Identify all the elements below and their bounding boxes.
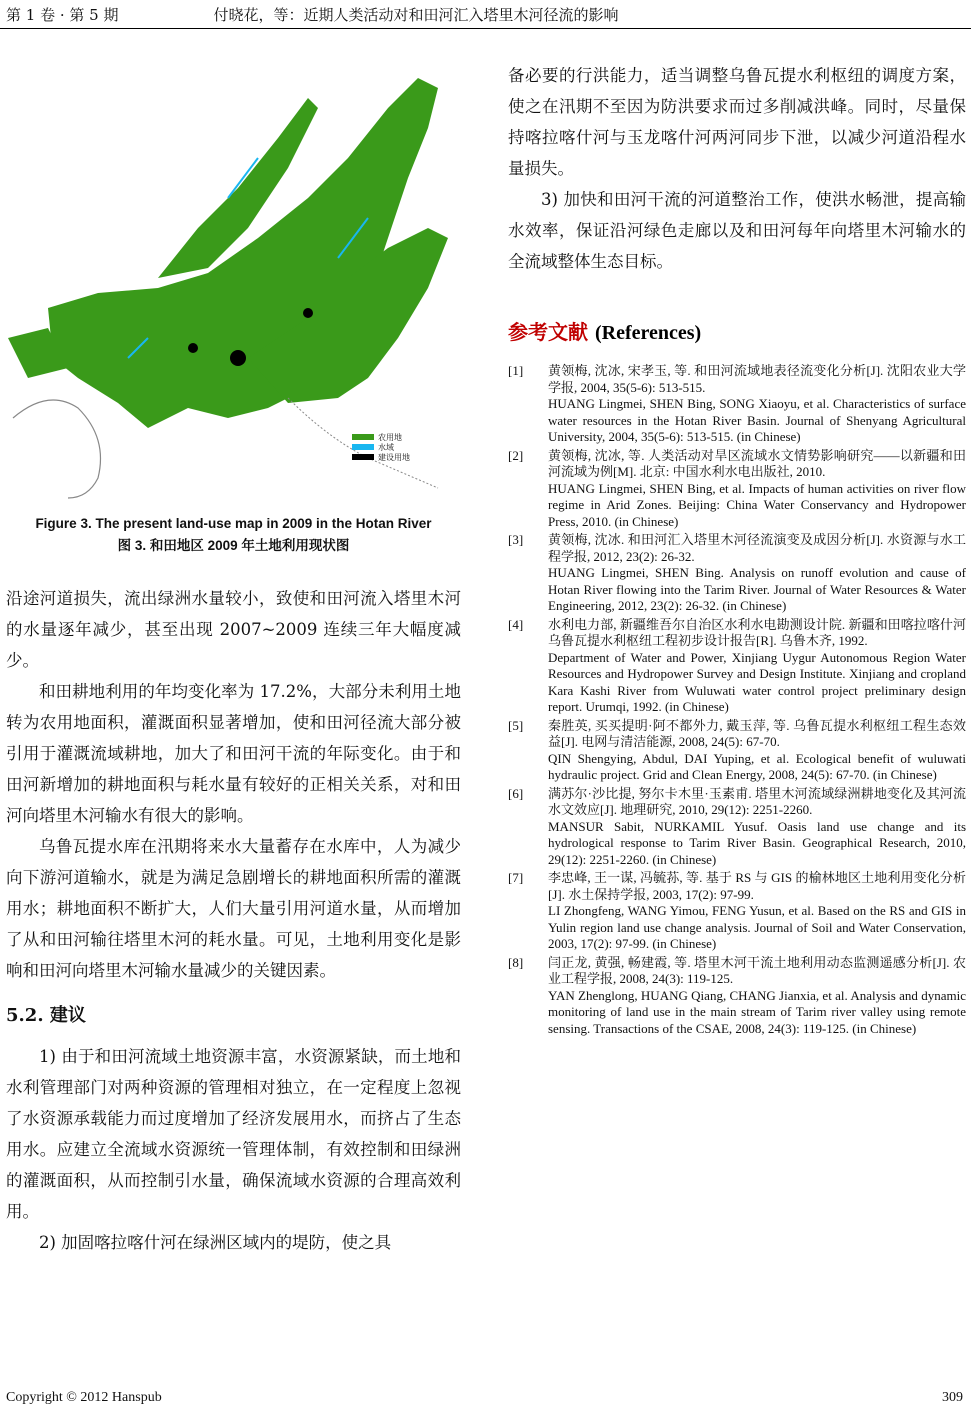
reference-zh: 水利电力部, 新疆维吾尔自治区水利水电勘测设计院. 新疆和田喀拉喀什河乌鲁瓦提水利枢纽工程初步设计报告[R]. 乌鲁木齐, 1992.: [548, 616, 966, 648]
paragraph: 3) 加快和田河干流的河道整治工作，使洪水畅泄，提高输水效率，保证沿河绿色走廊以及和田河每年向塔里木河输水的全流域整体生态目标。: [508, 190, 966, 271]
paragraph: 乌鲁瓦提水库在汛期将来水大量蓄存在水库中，人为减少向下游河道输水，就是为满足急剧增长的耕地面积所需的灌溉用水；耕地面积不断扩大，人们大量引用河道水量，从而增加了从和田河输往塔里木河的耗水量。可见，土地利用变化是影响和田河向塔里木河输水量减少的关键因素。: [6, 837, 461, 980]
legend-swatch: [352, 444, 374, 450]
map-legend: [352, 432, 410, 462]
reference-list: [508, 363, 966, 1037]
reference-item: [508, 363, 966, 446]
page-number: 309: [942, 1390, 963, 1405]
reference-number: [1]: [508, 363, 524, 378]
reference-en: QIN Shengying, Abdul, DAI Yuping, et al. Ecological benefit of wuluwati hydraulic project. Grid and Clean Energy, 2008, 24(5): 67-70. (in Chinese): [548, 750, 966, 782]
reference-zh: 黄领梅, 沈冰, 宋孝玉, 等. 和田河流域地表径流变化分析[J]. 沈阳农业大学学报, 2004, 35(5-6): 513-515.: [548, 363, 966, 395]
paragraph: 备必要的行洪能力，适当调整乌鲁瓦提水利枢纽的调度方案，使之在汛期不至因为防洪要求而过多削减洪峰。同时，尽量保持喀拉喀什河与玉龙喀什河两河同步下泄，以减少河道沿程水量损失。: [508, 66, 966, 178]
reference-en: HUANG Lingmei, SHEN Bing. Analysis on runoff evolution and cause of Hotan River flowing into the Tarim River. Journal of Water Resources & Water Engineering, 2012, 23(2): 26-32. (in Chinese): [548, 565, 966, 613]
reference-number: [4]: [508, 616, 524, 632]
section-heading: 5.2. 建议: [6, 1005, 86, 1026]
copyright: Copyright © 2012 Hanspub: [6, 1390, 162, 1405]
reference-item: [508, 532, 966, 615]
paragraph: 2) 加固喀拉喀什河在绿洲区域内的堤防，使之具: [39, 1233, 392, 1252]
legend-swatch: [352, 434, 374, 440]
legend-label: 农用地: [378, 432, 402, 442]
header-rule: [0, 28, 971, 29]
running-title: 付晓花，等：近期人类活动对和田河汇入塔里木河径流的影响: [213, 6, 619, 24]
reference-item: [508, 448, 966, 531]
references-heading-en: (References): [594, 322, 702, 344]
reference-zh: 李忠峰, 王一谋, 冯毓荪, 等. 基于 RS 与 GIS 的榆林地区土地利用变化分析[J]. 水土保持学报, 2003, 17(2): 97-99.: [548, 870, 966, 902]
references-heading: [508, 317, 966, 349]
reference-number: [5]: [508, 717, 524, 733]
left-column: [6, 583, 461, 1258]
paragraph: 沿途河道损失，流出绿洲水量较小，致使和田河流入塔里木河的水量逐年减少，甚至出现 2007~2009 连续三年大幅度减少。: [6, 589, 461, 670]
reference-en: MANSUR Sabit, NURKAMIL Yusuf. Oasis land use change and its hydrological response to Tarim River Basin. Geographical Research, 2010, 29(12): 2251-2260. (in Chinese): [548, 818, 966, 867]
reference-item: [508, 718, 966, 784]
reference-number: [7]: [508, 870, 524, 885]
figure-caption-en: Figure 3. The present land-use map in 2009 in the Hotan River: [35, 516, 432, 531]
reference-zh: 秦胜英, 买买提明·阿不都外力, 戴玉萍, 等. 乌鲁瓦提水利枢纽工程生态效益[J]. 电网与清洁能源, 2008, 24(5): 67-70.: [548, 717, 966, 749]
reference-item: [508, 617, 966, 716]
reference-en: LI Zhongfeng, WANG Yimou, FENG Yusun, et al. Based on the RS and GIS in Yulin region land use change analysis. Journal of Soil and Water Conservation, 2003, 17(2): 97-99. (in Chinese): [548, 903, 966, 951]
journal-issue: 第 1 卷 · 第 5 期: [6, 6, 119, 24]
right-column: [508, 60, 966, 1039]
legend-label: 水域: [378, 442, 394, 452]
reference-number: [8]: [508, 954, 524, 970]
running-header: [6, 4, 965, 28]
legend-item: [352, 442, 410, 452]
reference-zh: 黄领梅, 沈冰. 和田河汇入塔里木河径流演变及成因分析[J]. 水资源与水工程学报, 2012, 23(2): 26-32.: [548, 532, 966, 564]
reference-number: [2]: [508, 447, 524, 463]
reference-item: [508, 786, 966, 869]
reference-item: [508, 955, 966, 1038]
paragraph: 1) 由于和田河流域土地资源丰富，水资源紧缺，而土地和水利管理部门对两种资源的管理相对独立，在一定程度上忽视了水资源承载能力而过度增加了经济发展用水，而挤占了生态用水。应建立全流域水资源统一管理体制，有效控制和田绿洲的灌溉面积，从而控制引水量，确保流域水资源的合理高效利用。: [6, 1047, 461, 1221]
reference-en: YAN Zhenglong, HUANG Qiang, CHANG Jianxia, et al. Analysis and dynamic monitoring of land use in the main stream of Tarim river valley using remote sensing. Transactions of the CSAE, 2008, 24(3): 119-125. (in Chinese): [548, 987, 966, 1036]
reference-en: HUANG Lingmei, SHEN Bing, et al. Impacts of human activities on river flow regime in Arid Zones. Beijing: China Water Conservancy and Hydropower Press, 2010. (in Chinese): [548, 480, 966, 529]
reference-zh: 闫正龙, 黄强, 畅建霞, 等. 塔里木河干流土地利用动态监测遥感分析[J]. 农业工程学报, 2008, 24(3): 119-125.: [548, 954, 966, 986]
reference-en: Department of Water and Power, Xinjiang Uygur Autonomous Region Water Resources and Hydropower Survey and Design Institute. Xinjiang and cropland Kara Kashi River from Wuluwati water control project preliminary design report. Urumqi, 1992. (in Chinese): [548, 649, 966, 714]
legend-item: [352, 452, 410, 462]
reference-item: [508, 870, 966, 953]
paragraph: 和田耕地利用的年均变化率为 17.2%，大部分未利用土地转为农用地面积，灌溉面积显著增加，使和田河径流大部分被引用于灌溉流域耕地，加大了和田河干流的年际变化。由于和田河新增加的耕地面积与耗水量有较好的正相关关系，对和田河向塔里木河输水有很大的影响。: [6, 682, 461, 825]
legend-label: 建设用地: [378, 452, 410, 462]
reference-zh: 满苏尔·沙比提, 努尔卡木里·玉素甫. 塔里木河流域绿洲耕地变化及其河流水文效应[J]. 地理研究, 2010, 29(12): 2251-2260.: [548, 785, 966, 817]
reference-number: [6]: [508, 785, 524, 801]
legend-swatch: [352, 454, 374, 460]
references-heading-zh: 参考文献: [508, 322, 588, 344]
legend-item: [352, 432, 410, 442]
reference-number: [3]: [508, 532, 524, 547]
reference-zh: 黄领梅, 沈冰, 等. 人类活动对旱区流域水文情势影响研究——以新疆和田河流域为例[M]. 北京: 中国水利水电出版社, 2010.: [548, 447, 966, 479]
figure-caption-zh: 图 3. 和田地区 2009 年土地利用现状图: [117, 538, 350, 553]
reference-en: HUANG Lingmei, SHEN Bing, SONG Xiaoyu, et al. Characteristics of surface water resources in the Hotan River Basin. Journal of Shenyang Agricultural University, 2004, 35(5-6): 513-515. (in Chinese): [548, 396, 966, 444]
